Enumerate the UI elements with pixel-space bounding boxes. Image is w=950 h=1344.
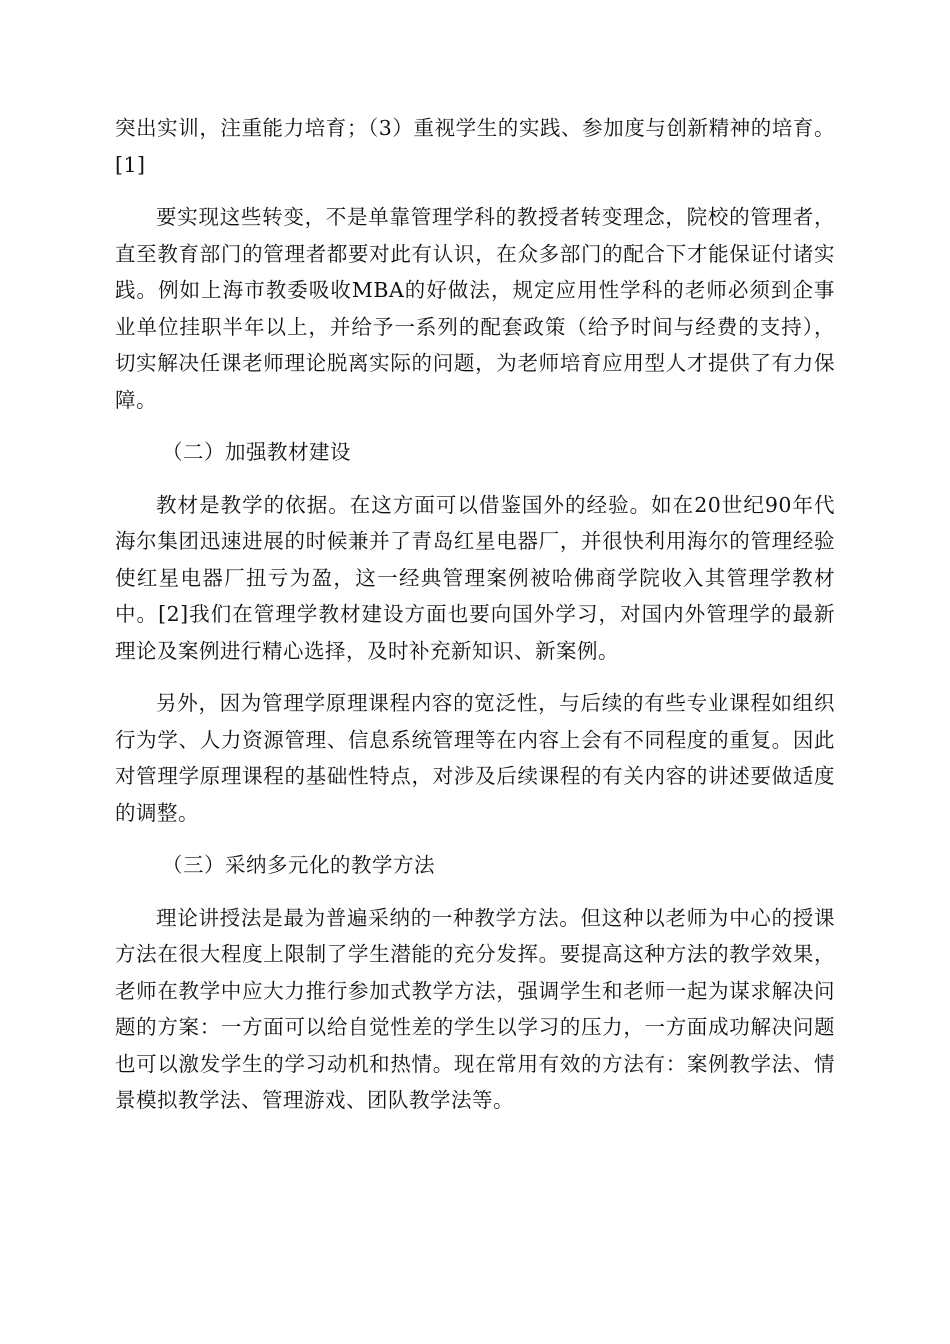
paragraph-teaching-methods: 理论讲授法是最为普遍采纳的一种教学方法。但这种以老师为中心的授课方法在很大程度上限制了学生潜能的充分发挥。要提高这种方法的教学效果，老师在教学中应大力推行参加式教学方法，强调学生和老师一起为谋求解决问题的方案：一方面可以给自觉性差的学生以学习的压力，一方面成功解决问题也可以激发学生的学习动机和热情。现在常用有效的方法有：案例教学法、情景模拟教学法、管理游戏、团队教学法等。: [115, 905, 835, 1112]
section-heading-methods: （三）采纳多元化的教学方法: [162, 853, 435, 877]
paragraph-reform-practice: 要实现这些转变，不是单靠管理学科的教授者转变理念，院校的管理者，直至教育部门的管理者都要对此有认识，在众多部门的配合下才能保证付诸实践。例如上海市教委吸收MBA的好做法，规定应用性学科的老师必须到企事业单位挂职半年以上，并给予一系列的配套政策（给予时间与经费的支持），切实解决任课老师理论脱离实际的问题，为老师培育应用型人才提供了有力保障。: [115, 205, 835, 412]
paragraph-textbooks: 教材是教学的依据。在这方面可以借鉴国外的经验。如在20世纪90年代海尔集团迅速进展的时候兼并了青岛红星电器厂，并很快利用海尔的管理经验使红星电器厂扭亏为盈，这一经典管理案例被哈佛商学院收入其管理学教材中。[2]我们在管理学教材建设方面也要向国外学习，对国内外管理学的最新理论及案例进行精心选择，及时补充新知识、新案例。: [115, 492, 835, 663]
section-heading-textbooks: （二）加强教材建设: [162, 440, 351, 464]
paragraph-course-overlap: 另外，因为管理学原理课程内容的宽泛性，与后续的有些专业课程如组织行为学、人力资源管理、信息系统管理等在内容上会有不同程度的重复。因此对管理学原理课程的基础性特点，对涉及后续课程的有关内容的讲述要做适度的调整。: [115, 691, 835, 825]
body-text: [115, 110, 835, 1119]
paragraph-continuation: 突出实训，注重能力培育；（3）重视学生的实践、参加度与创新精神的培育。[1]: [115, 116, 835, 177]
